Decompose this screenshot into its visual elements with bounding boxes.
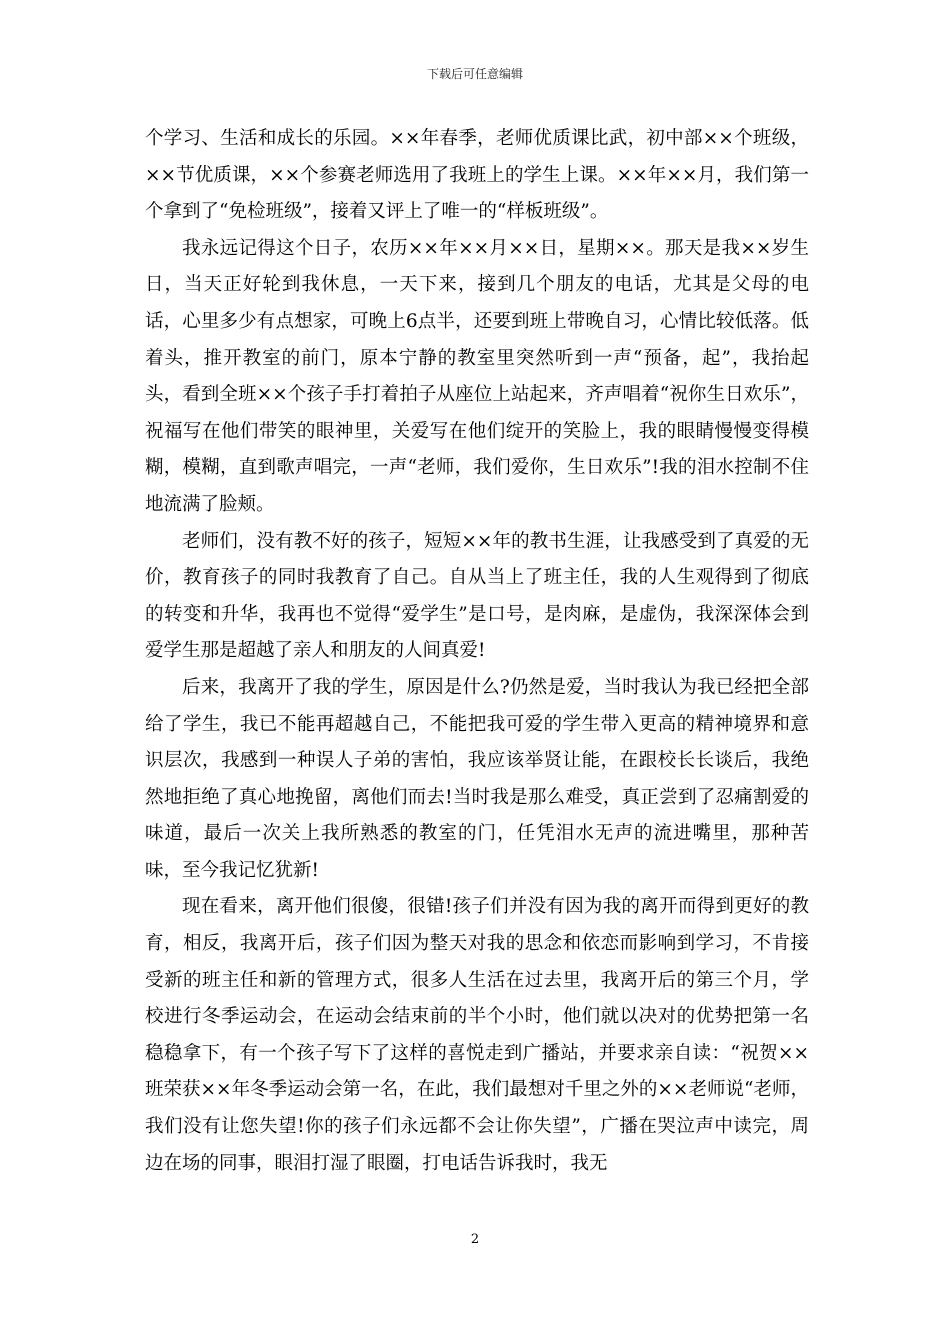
paragraph-3: 老师们，没有教不好的孩子，短短××年的教书生涯，让我感受到了真爱的无价，教育孩子的同时我教育了自己。自从当上了班主任，我的人生观得到了彻底的转变和升华，我再也不觉得“爱学生”是口号，是肉麻，是虚伪，我深深体会到爱学生那是超越了亲人和朋友的人间真爱! xyxy=(145,530,809,662)
page-header: 下载后可任意编辑 xyxy=(426,67,523,81)
paragraph-5: 现在看来，离开他们很傻，很错!孩子们并没有因为我的离开而得到更好的教育，相反，我离开后，孩子们因为整天对我的思念和依恋而影响到学习，不肯接受新的班主任和新的管理方式，很多人生活在过去里，我离开后的第三个月，学校进行冬季运动会，在运动会结束前的半个小时，他们就以决对的优势把第一名稳稳拿下，有一个孩子写下了这样的喜悦走到广播站，并要求亲自读：“祝贺××班荣获××年冬季运动会第一名，在此，我们最想对千里之外的××老师说“老师，我们没有让您失望!你的孩子们永远都不会让你失望”，广播在哭泣声中读完，周边在场的同事，眼泪打湿了眼圈，打电话告诉我时，我无 xyxy=(145,896,809,1174)
page-number: 2 xyxy=(470,1232,480,1247)
paragraph-2: 我永远记得这个日子，农历××年××月××日，星期××。那天是我××岁生日，当天正好轮到我休息，一天下来，接到几个朋友的电话，尤其是父母的电话，心里多少有点想家，可晚上6点半，还要到班上带晚自习，心情比较低落。低着头，推开教室的前门，原本宁静的教室里突然听到一声“预备，起”，我抬起头，看到全班××个孩子手打着拍子从座位上站起来，齐声唱着“祝你生日欢乐”，祝福写在他们带笑的眼神里，关爱写在他们绽开的笑脸上，我的眼睛慢慢变得模糊，模糊，直到歌声唱完，一声“老师，我们爱你，生日欢乐”!我的泪水控制不住地流满了脸颊。 xyxy=(145,237,809,515)
paragraph-1: 个学习、生活和成长的乐园。××年春季，老师优质课比武，初中部××个班级，××节优质课，××个参赛老师选用了我班上的学生上课。××年××月，我们第一个拿到了“免检班级”，接着又评上了唯一的“样板班级”。 xyxy=(145,128,809,223)
document-body xyxy=(145,121,809,1182)
paragraph-4: 后来，我离开了我的学生，原因是什么?仍然是爱，当时我认为我已经把全部给了学生，我已不能再超越自己，不能把我可爱的学生带入更高的精神境界和意识层次，我感到一种误人子弟的害怕，我应该举贤让能，在跟校长长谈后，我绝然地拒绝了真心地挽留，离他们而去!当时我是那么难受，真正尝到了忍痛割爱的味道，最后一次关上我所熟悉的教室的门，任凭泪水无声的流进嘴里，那种苦味，至今我记忆犹新! xyxy=(145,676,809,881)
